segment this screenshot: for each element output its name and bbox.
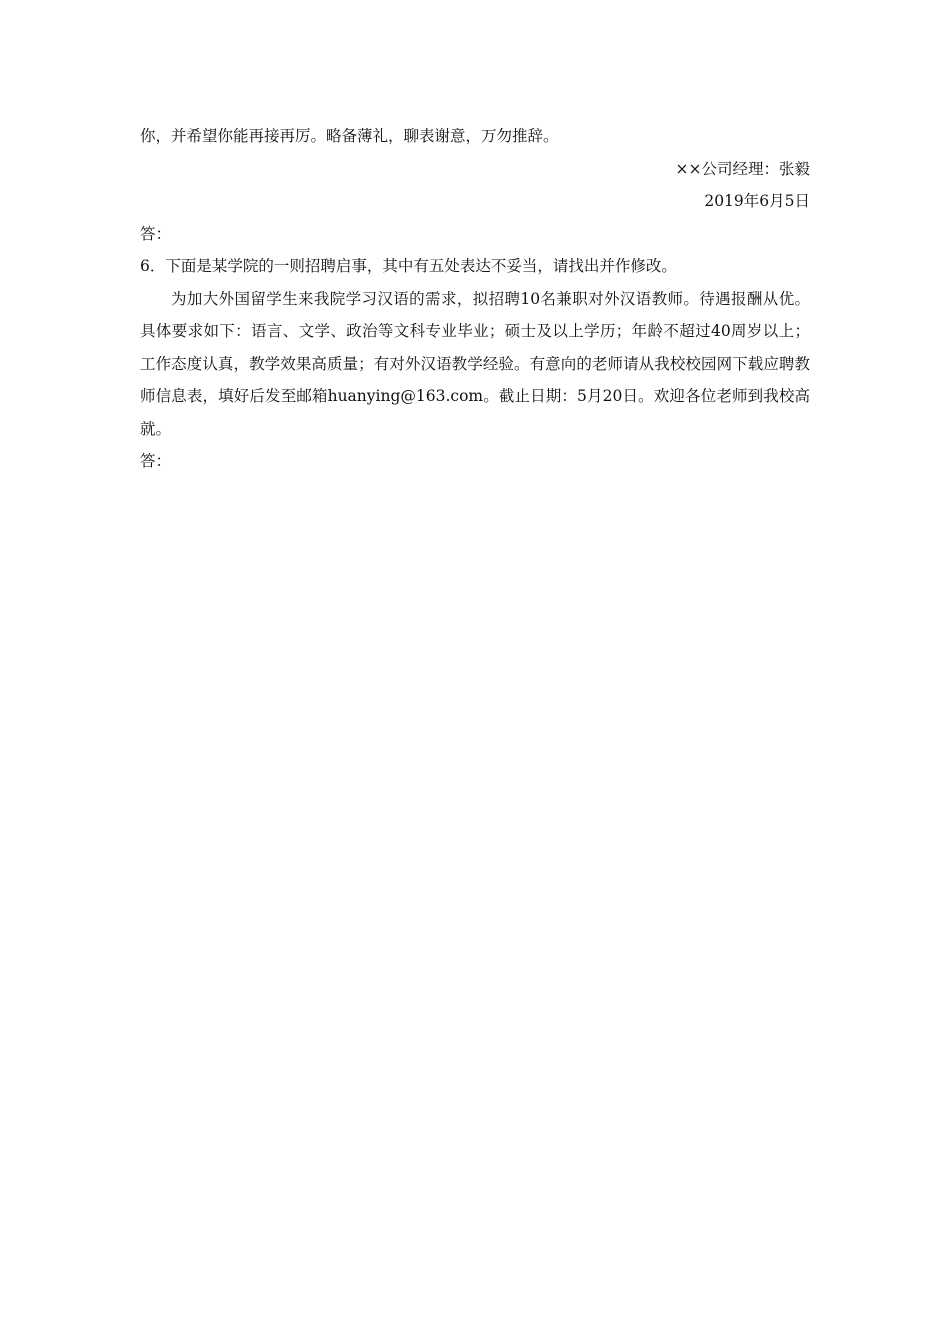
document-body bbox=[140, 120, 810, 478]
answer-label-2: 答： bbox=[140, 452, 172, 470]
recruitment-notice-text: 为加大外国留学生来我院学习汉语的需求，拟招聘10名兼职对外汉语教师。待遇报酬从优。具体要求如下：语言、文学、政治等文科专业毕业；硕士及以上学历；年龄不超过40周岁以上；工作态度认真，教学效果高质量；有对外汉语教学经验。有意向的老师请从我校校园网下载应聘教师信息表，填好后发至邮箱huanying@163.com。截止日期：5月20日。欢迎各位老师到我校高就。 bbox=[140, 289, 810, 438]
letter-closing-line: 你，并希望你能再接再厉。略备薄礼，聊表谢意，万勿推辞。 bbox=[140, 127, 559, 145]
answer-label-1: 答： bbox=[140, 224, 172, 243]
question-6-prompt: 6．下面是某学院的一则招聘启事，其中有五处表达不妥当，请找出并作修改。 bbox=[140, 257, 677, 275]
letter-signature: ××公司经理：张毅 bbox=[675, 159, 810, 178]
letter-date: 2019年6月5日 bbox=[704, 192, 810, 210]
